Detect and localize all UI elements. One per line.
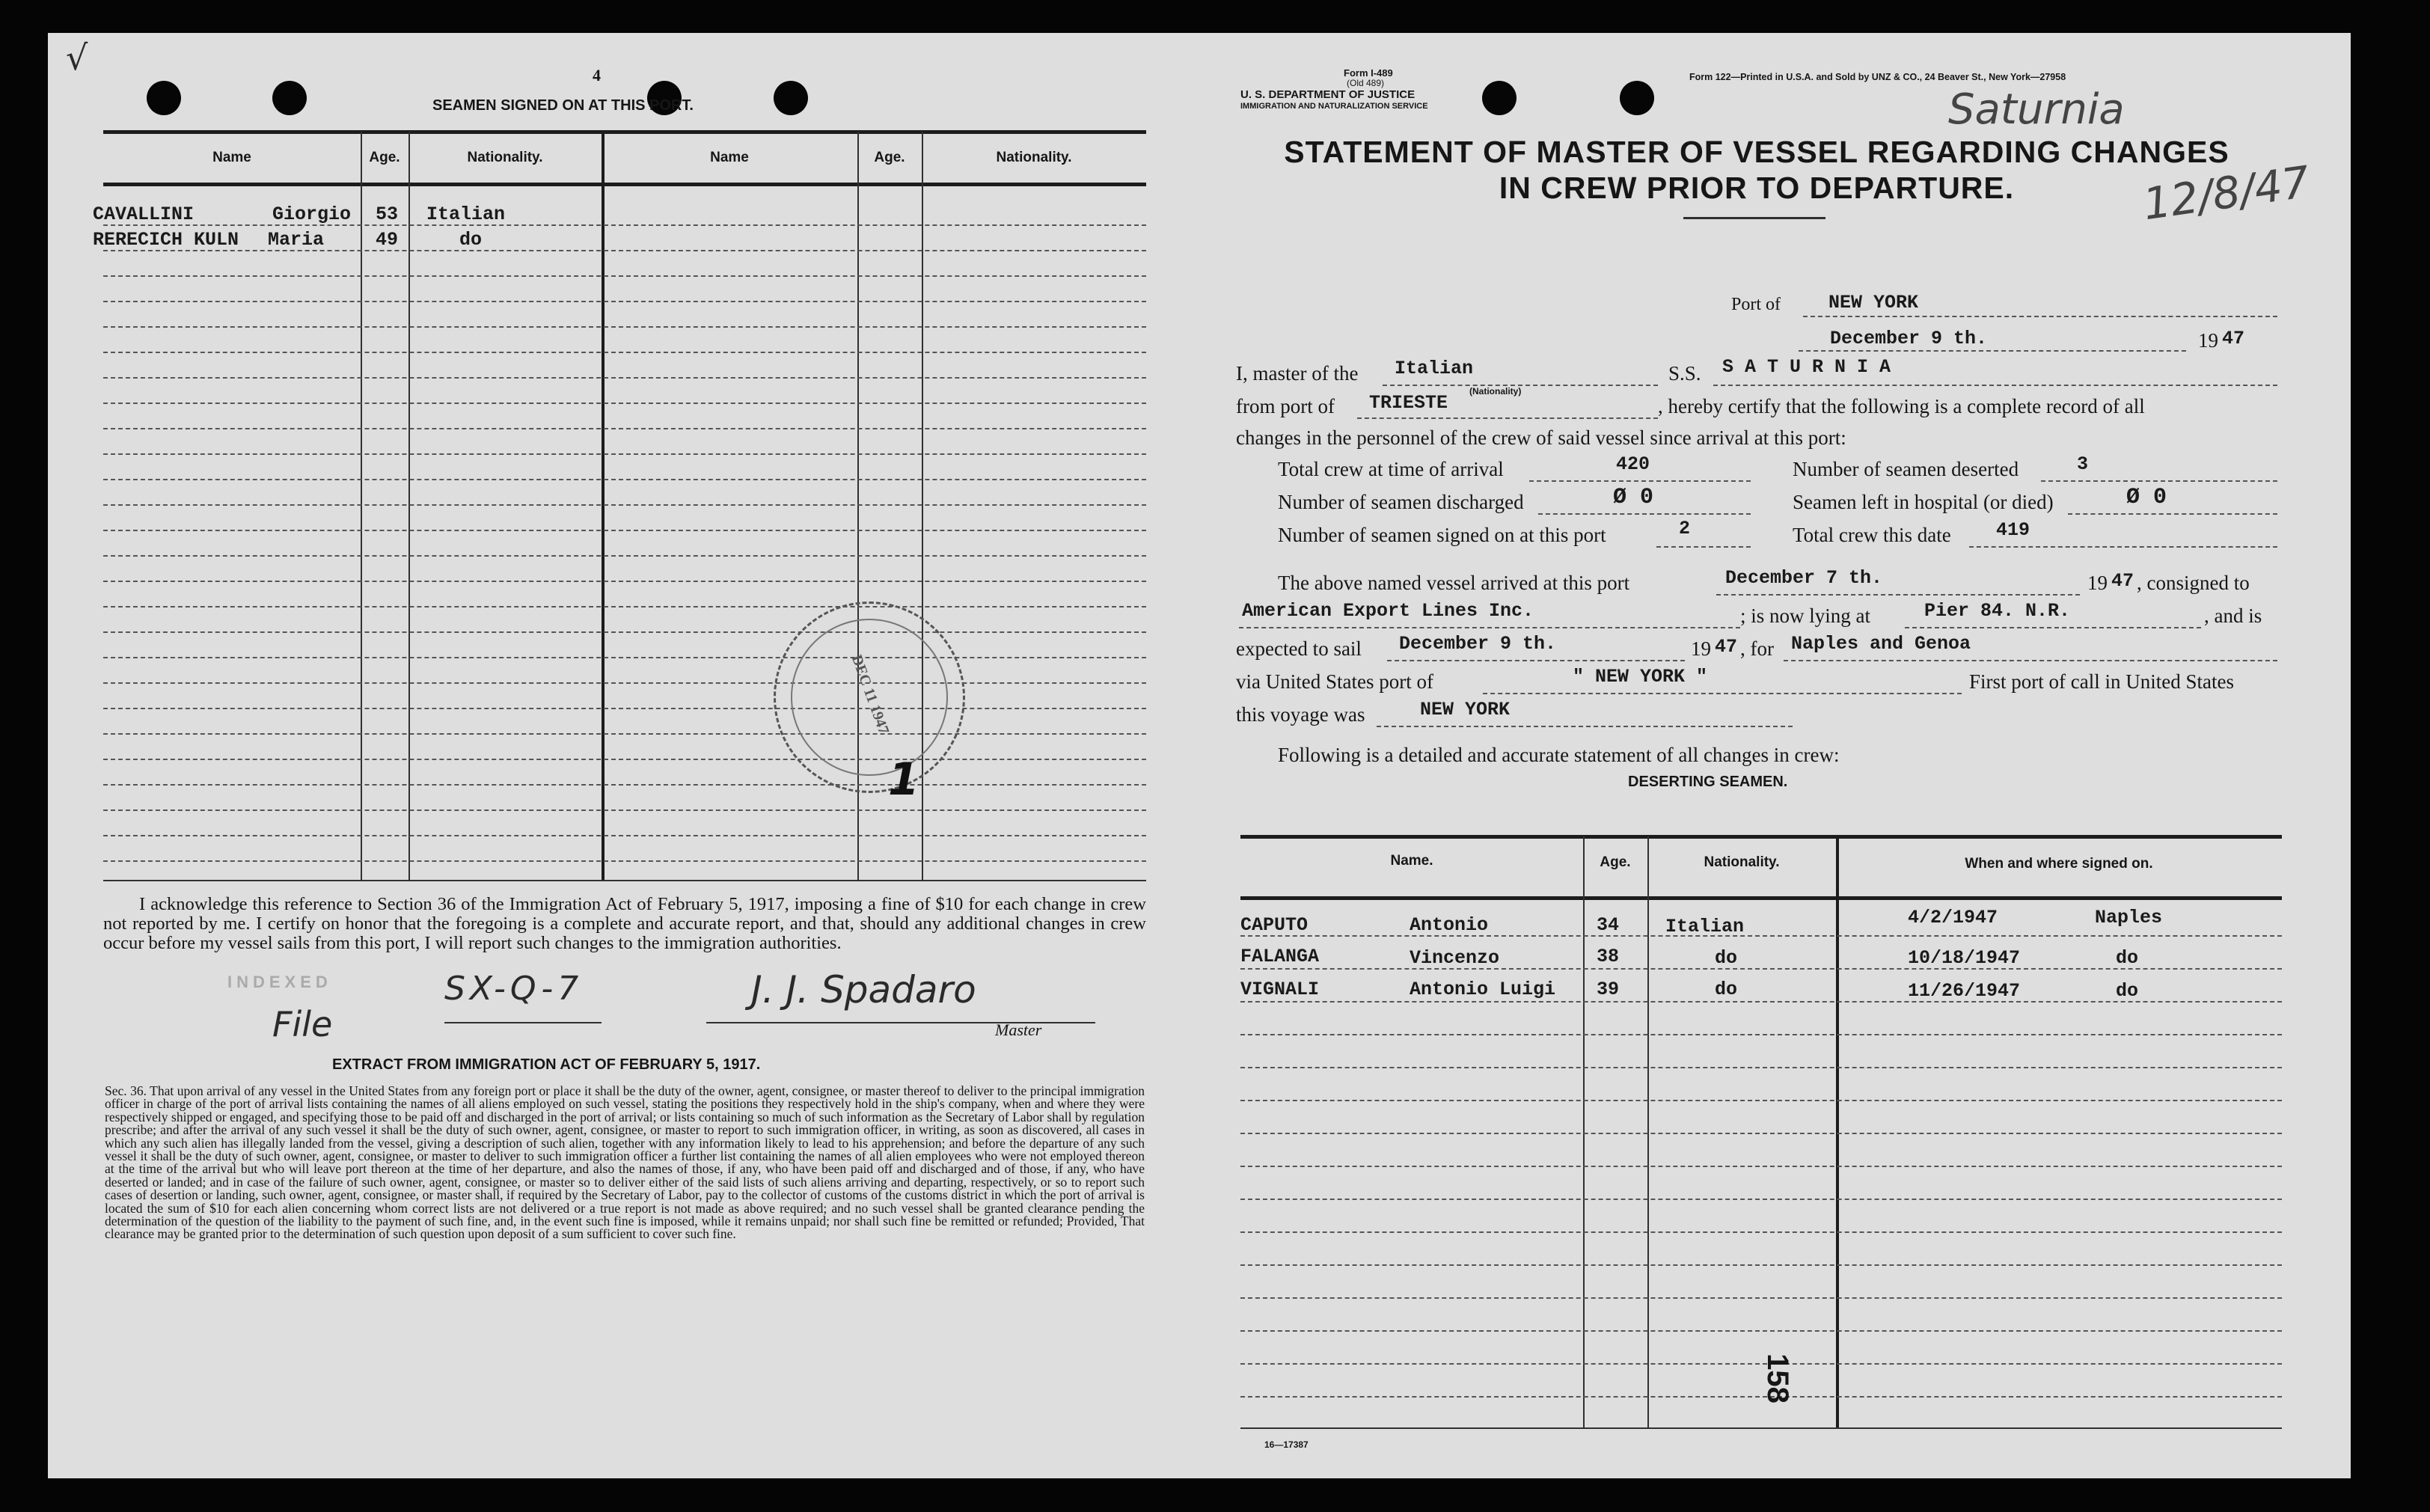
- punch-hole: [1482, 81, 1517, 115]
- receipt-stamp: [774, 602, 965, 806]
- lying-value: Pier 84. N.R.: [1924, 600, 2071, 622]
- consigned-label: , consigned to: [2137, 572, 2250, 594]
- via-label: via United States port of: [1236, 670, 1433, 693]
- punch-hole: [272, 81, 307, 115]
- port-value: NEW YORK: [1828, 292, 1919, 313]
- table-row-given: Giorgio: [272, 203, 352, 225]
- col-deserter-signed-on: When and where signed on.: [1965, 856, 2153, 872]
- expected-year: 47: [1715, 636, 1738, 658]
- col-age-2: Age.: [874, 150, 905, 165]
- footer-code: 16—17387: [1264, 1439, 1309, 1450]
- document-sheet: [48, 33, 2351, 1478]
- port-label: Port of: [1731, 295, 1781, 314]
- col-nationality-2: Nationality.: [996, 150, 1072, 165]
- extract-title: EXTRACT FROM IMMIGRATION ACT OF FEBRUARY 5, 1917.: [332, 1056, 761, 1073]
- hospital-label: Seamen left in hospital (or died): [1793, 491, 2054, 513]
- table-row-date: 10/18/1947: [1908, 947, 2021, 969]
- table-row-nationality: do: [459, 229, 483, 251]
- voyage-value: NEW YORK: [1420, 699, 1511, 720]
- table-row-age: 34: [1597, 914, 1620, 936]
- master-of-label: I, master of the: [1236, 362, 1359, 385]
- deserting-title: DESERTING SEAMEN.: [1628, 774, 1788, 790]
- table-row-given: Vincenzo: [1410, 947, 1500, 969]
- ss-label: S.S.: [1668, 362, 1701, 385]
- arrived-year: 47: [2111, 570, 2134, 592]
- voyage-label: this voyage was: [1236, 703, 1365, 726]
- table-row-date: 4/2/1947: [1908, 907, 1998, 928]
- first-port-label: First port of call in United States: [1969, 670, 2234, 693]
- for-label: , for: [1740, 637, 1774, 660]
- punch-hole: [774, 81, 808, 115]
- expected-year-prefix: 19: [1691, 637, 1711, 660]
- table-row-age: 53: [376, 203, 399, 225]
- col-deserter-name: Name.: [1390, 853, 1433, 869]
- year-prefix: 19: [2198, 329, 2218, 352]
- form-number: Form I-489: [1344, 67, 1393, 79]
- certify-text: , hereby certify that the following is a complete record of all: [1658, 395, 2145, 417]
- arrived-year-prefix: 19: [2087, 572, 2108, 594]
- arrived-label: The above named vessel arrived at this port: [1278, 572, 1630, 594]
- file-note: File: [272, 1004, 333, 1044]
- total-date-value: 419: [1996, 519, 2030, 541]
- total-arrival-value: 420: [1616, 453, 1650, 475]
- indexed-stamp: INDEXED: [227, 973, 332, 991]
- table-row-date: 11/26/1947: [1908, 980, 2021, 1002]
- col-nationality-1: Nationality.: [467, 150, 543, 165]
- col-name-2: Name: [710, 150, 749, 165]
- acknowledgement-text: I acknowledge this reference to Section 36 of the Immigration Act of February 5, 1917, imposing a fine of $10 for each change in crew not reported by me. I certify on honor that the foregoing is a complete and accurate report, and that, should any additional changes in crew occur before my vessel sails from this port, I will report such changes to the immigration authorities.: [103, 894, 1146, 953]
- from-port-value: TRIESTE: [1369, 392, 1448, 414]
- table-row-given: Antonio Luigi: [1410, 979, 1556, 1000]
- table-row-place: do: [2116, 947, 2139, 969]
- discharged-value: Ø 0: [1613, 485, 1654, 510]
- table-row-surname: RERECICH KULN: [93, 229, 239, 251]
- arrived-value: December 7 th.: [1725, 567, 1883, 589]
- lying-label: ; is now lying at: [1740, 605, 1870, 627]
- table-row-nationality: Italian: [1665, 916, 1745, 937]
- deserted-label: Number of seamen deserted: [1793, 458, 2019, 480]
- page-number: 4: [593, 66, 601, 85]
- table-row-age: 39: [1597, 979, 1620, 1000]
- from-port-label: from port of: [1236, 395, 1335, 417]
- table-row-nationality: do: [1715, 947, 1738, 969]
- nationality-value: Italian: [1395, 358, 1474, 379]
- table-row-place: do: [2116, 980, 2139, 1002]
- consignee: American Export Lines Inc.: [1242, 600, 1534, 622]
- master-signature: J. J. Spadaro: [751, 968, 976, 1011]
- printer-line: Form 122—Printed in U.S.A. and Sold by UNZ & CO., 24 Beaver St., New York—27958: [1689, 72, 2066, 82]
- handwritten-ship-name: Saturnia: [1948, 85, 2125, 134]
- date-value: December 9 th.: [1830, 328, 1988, 349]
- signed-label: Number of seamen signed on at this port: [1278, 524, 1606, 546]
- table-row-place: Naples: [2095, 907, 2163, 928]
- page-stamp-number: 158: [1760, 1353, 1794, 1404]
- table-row-age: 49: [376, 229, 399, 251]
- sx-number: SX-Q-7: [444, 970, 584, 1008]
- col-deserter-age: Age.: [1600, 854, 1631, 870]
- via-value: " NEW YORK ": [1573, 666, 1708, 688]
- expected-value: December 9 th.: [1399, 633, 1557, 655]
- department: U. S. DEPARTMENT OF JUSTICE: [1240, 88, 1416, 101]
- table-row-surname: FALANGA: [1240, 946, 1320, 967]
- signed-value: 2: [1679, 518, 1691, 539]
- discharged-label: Number of seamen discharged: [1278, 491, 1524, 513]
- statement-title-line2: IN CREW PRIOR TO DEPARTURE.: [1499, 171, 2015, 205]
- year-value: 47: [2222, 328, 2245, 349]
- stamp-date: DEC 11 1947: [848, 652, 893, 737]
- punch-hole: [147, 81, 181, 115]
- table-row-nationality: Italian: [426, 203, 506, 225]
- service: IMMIGRATION AND NATURALIZATION SERVICE: [1240, 102, 1428, 111]
- table-row-nationality: do: [1715, 979, 1738, 1000]
- table-row-surname: VIGNALI: [1240, 979, 1320, 1000]
- changes-text: changes in the personnel of the crew of said vessel since arrival at this port:: [1236, 426, 1846, 449]
- table-row-given: Antonio: [1410, 914, 1489, 936]
- check-mark: √: [66, 37, 88, 78]
- total-date-label: Total crew this date: [1793, 524, 1951, 546]
- handwritten-date: 12/8/47: [2140, 156, 2313, 230]
- table-row-surname: CAVALLINI: [93, 203, 195, 225]
- seamen-signed-title: SEAMEN SIGNED ON AT THIS PORT.: [432, 97, 694, 114]
- form-old-number: (Old 489): [1347, 78, 1385, 88]
- col-age-1: Age.: [369, 150, 400, 165]
- table-row-given: Maria: [268, 229, 325, 251]
- extract-text: Sec. 36. That upon arrival of any vessel in the United States from any foreign port or place it shall be the duty of the owner, agent, consignee, or master thereof to deliver to the principal immigration officer in charge of the port of arrival lists containing the names of all aliens employed on such vessel, stating the positions they respectively hold in the ship's company, when and where they were respectively shipped or engaged, and specifying those to be paid off and discharged in the port of arrival; or lists containing so much of such information as the Secretary of Labor shall by regulation prescribe; and after the arrival of any such vessel it shall be the duty of such owner, agent, consignee, or master to report to such immigration officer, in writing, as soon as discovered, all cases in which any such alien has illegally landed from the vessel, giving a description of such alien, together with any information likely to lead to his apprehension; and before the departure of any such vessel it shall be the duty of such owner, agent, consignee, or master to deliver to such immigration officer a further list containing the names of all alien employees who were not employed thereon at the time of the arrival but who will leave port thereon at the time of her departure, and also the names of those, if any, who have been paid off and discharged and of those, if any, who have deserted or landed; and in case of the failure of such owner, agent, consignee, or master so to deliver either of the said lists of such aliens arriving and departing, respectively, or so to report such cases of desertion or landing, such owner, agent, consignee, or master shall, if required by the Secretary of Labor, pay to the collector of customs of the customs district in which the port of arrival is located the sum of $10 for each alien concerning whom correct lists are not delivered or a true report is not made as above required; and no such vessel shall be granted clearance pending the determination of the question of the liability to the payment of such fine, and, in the event such fine is imposed, while it remains unpaid; nor shall such fine be remitted or refunded; Provided, That clearance may be granted prior to the determination of such question upon deposit of a sum sufficient to cover such fine.: [105, 1083, 1145, 1242]
- nationality-caption: (Nationality): [1469, 386, 1522, 397]
- and-is: , and is: [2204, 605, 2262, 627]
- col-name-1: Name: [212, 150, 251, 165]
- expected-label: expected to sail: [1236, 637, 1362, 660]
- following-text: Following is a detailed and accurate statement of all changes in crew:: [1278, 744, 1840, 766]
- master-label: Master: [995, 1020, 1042, 1039]
- destination: Naples and Genoa: [1791, 633, 1971, 655]
- stamp-mark: 1: [888, 753, 919, 806]
- hospital-value: Ø 0: [2126, 485, 2167, 510]
- punch-hole: [1620, 81, 1654, 115]
- col-deserter-nationality: Nationality.: [1704, 854, 1780, 870]
- ship-name: S A T U R N I A: [1722, 356, 1891, 378]
- deserted-value: 3: [2077, 453, 2089, 475]
- total-arrival-label: Total crew at time of arrival: [1278, 458, 1504, 480]
- table-row-surname: CAPUTO: [1240, 914, 1309, 936]
- table-row-age: 38: [1597, 946, 1620, 967]
- statement-title-line1: STATEMENT OF MASTER OF VESSEL REGARDING CHANGES: [1284, 135, 2229, 169]
